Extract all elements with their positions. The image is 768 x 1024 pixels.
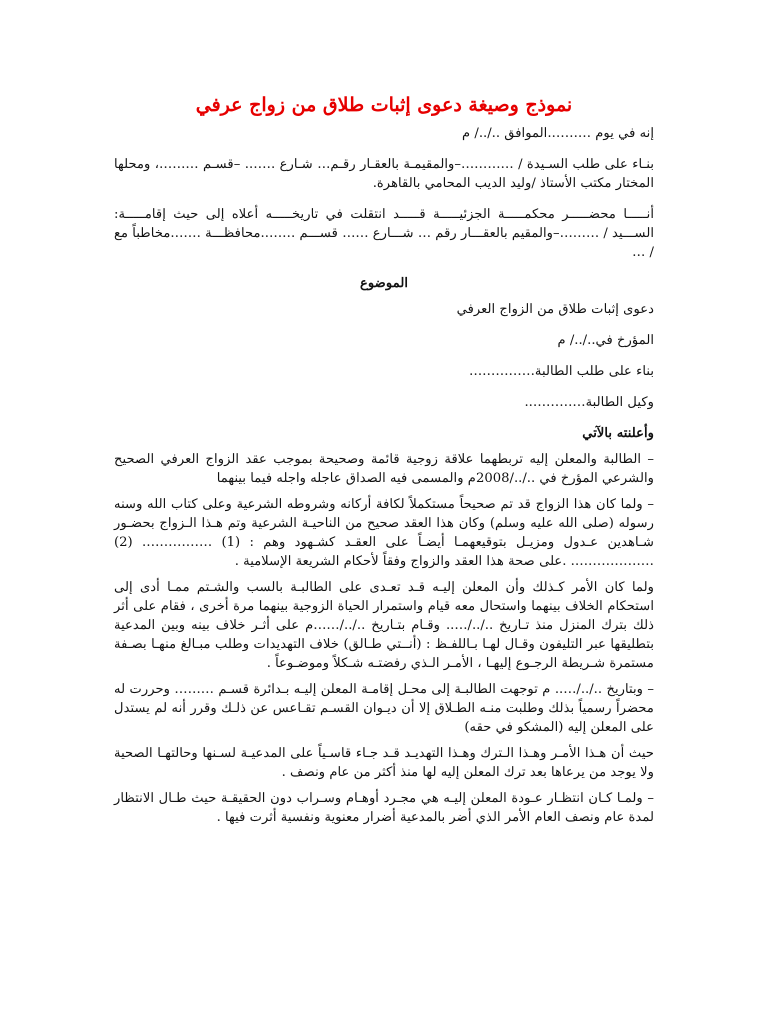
paragraph-5: حيث أن هـذا الأمـر وهـذا الـترك وهـذا التهديـد قـد جـاء قاسـياً على المدعيـة لسـنها وحالتهـا الصحية ولا يوجد من يرعاها بعد ترك المعلن إليه لها منذ أكثر من عام ونصف . xyxy=(114,746,654,780)
paragraph-4: – وبتاريخ ../../….. م توجهت الطالبـة إلى محـل إقامـة المعلن إليـه بـدائرة قسـم ……… وحررت له محضراً رسمياً بذلك وطلبت منـه الطـلاق إلا أن ديـوان القسـم تقـاعس عن ذلـك وقرر أنه لم يستدل على المعلن إليه (المشكو في حقه) xyxy=(114,682,654,735)
paragraph-3: ولما كان الأمر كـذلك وأن المعلن إليـه قـد تعـدى على الطالبـة بالسب والشـتم ممـا أدى إلى استحكام الخلاف بينهما واستحال معه قيام واستمرار الحياة الزوجية بينهما مرة أخرى ، فقام على أثر ذلك بترك المنزل منذ تـاريخ ../../….. وقـام بتـاريخ ../../……م على أثـر خلاف بينه وبين المدعية بتطليقها عبر التليفون وقـال لهـا بـاللفـظ : (أنــتي طـالق) خلاف التهديدات وطلب مبـالغ منهـا بصـفة مستمرة شـريطة الرجـوع إليهـا ، الأمـر الـذي رفضتـه شـكلاً وموضـوعاً . xyxy=(114,580,654,671)
paragraph-2: – ولما كان هذا الزواج قد تم صحيحاً مستكملاً لكافة أركانه وشروطه الشرعية وعلى كتاب الله وسنه رسوله (صلى الله عليه وسلم) وكان هذا العقد صحيح من الناحيـة الشرعية وتم هـذا الـزواج بحضـور شـاهدين عـدول ومزيـل بتوقيعهمـا أيضـاً على العقـد كشـهود وهم : (1) ……………. (2) ………………. .على صحة هذا العقد والزواج وفقاً لأحكام الشريعة الإسلامية . xyxy=(114,497,654,569)
document-title: نموذج وصيغة دعوى إثبات طلاق من زواج عرفي xyxy=(195,94,573,116)
plaintiff-paragraph: بنـاء على طلب السـيدة / …………–والمقيمـة بالعقـار رقـم… شـارع ……. –قسـم ………، ومحلها المختار مكتب الأستاذ /وليد الديب المحامي بالقاهرة. xyxy=(114,157,654,191)
claim-line: دعوى إثبات طلاق من الزواج العرفي xyxy=(456,302,654,317)
bailiff-paragraph: أنـــــا محضـــــر محكمـــــة الجزئيـــــة قـــــد انتقلت في تاريخـــــه أعلاه إلى حيث إقامـــــة: الســـيد / ………–والمقيم بالعقـــار رقم … شـــارع …… قســـم ……..محافظـــة …….مخاطباً مع / … xyxy=(114,207,654,260)
agent-line: وكيل الطالبة………….. xyxy=(524,395,654,410)
subject-heading: الموضوع xyxy=(360,276,408,291)
plaintiff-request-line: بناء على طلب الطالبة…………… xyxy=(468,364,654,379)
paragraph-1: – الطالبة والمعلن إليه تربطهما علاقة زوجية قائمة وصحيحة بموجب عقد الزواج العرفي الصحيح والشرعي المؤرخ في ../../2008م والمسمى فيه الصداق عاجله واجله فيما بينهما xyxy=(114,452,654,486)
dated-line: المؤرخ في../../ م xyxy=(557,333,654,348)
notice-heading: وأعلنته بالآتي xyxy=(582,426,654,441)
paragraph-6: – ولمـا كـان انتظـار عـودة المعلن إليـه هي مجـرد أوهـام وسـراب دون الحقيقـة حيث طـال الانتظار لمدة عام ونصف العام الأمر الذي أضر بالمدعية أضرار معنوية ونفسية أثرت فيها . xyxy=(114,791,654,825)
date-line: إنه في يوم ……….الموافق ../../ م xyxy=(462,126,654,141)
document-body xyxy=(114,124,654,834)
